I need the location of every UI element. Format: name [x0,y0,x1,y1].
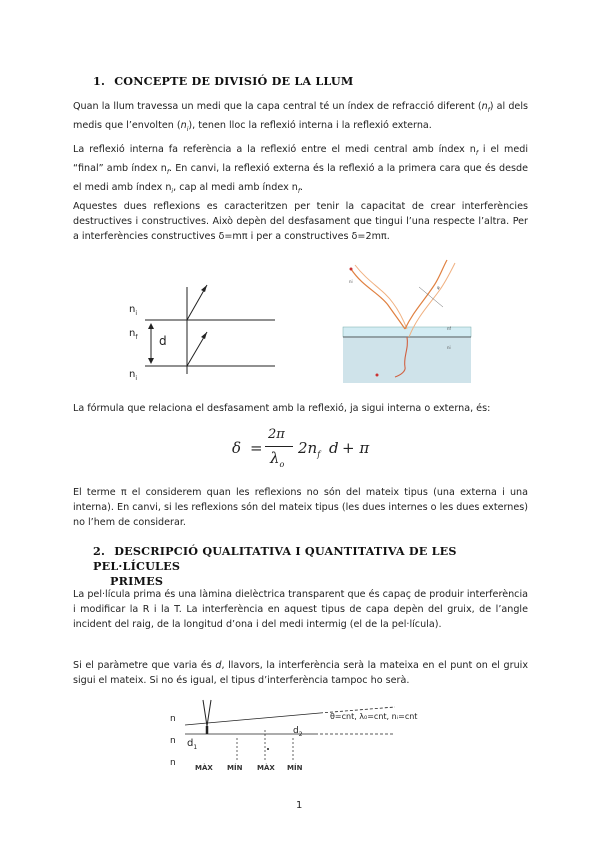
label-min-2: MÍN [287,764,303,772]
wedge-n2: n [170,736,176,746]
thin-film-diagram [125,282,285,382]
svg-text:φ: φ [437,285,440,290]
formula-denominator: $\lambda_o$ [270,449,285,469]
label-max-2: MÀX [257,764,275,772]
thickness-arrow-down [148,358,154,364]
label-min-1: MÍN [227,764,243,772]
page-number: 1 [296,800,303,811]
svg-text:nf: nf [447,326,451,331]
thickness-arrow-up [148,323,154,329]
svg-text:ni: ni [349,279,353,284]
wedge-d2: $d_2$ [293,726,303,738]
phase-formula [232,427,382,467]
fraction-bar [265,446,293,447]
label-n-top: $n_i$ [129,304,138,317]
paragraph-reflections: La reflexió interna fa referència a la reflexió entre el medi central amb índex $n_f$ i el medi “final” amb índex $n_f$. En canvi, la reflexió externa és la reflexió a la primera cara que és desde el medi amb índex $n_i$, cap al medi amb índex $n_f$. [73,144,529,196]
film-reflection-illustration [343,257,471,383]
formula-plus-pi: + π [342,439,370,457]
illustration-svg [343,257,471,383]
paragraph-intro: Quan la llum travessa un medi que la capa central té un índex de refracció diferent $(n_f)$ al dels medis que l’envolten $(n_i)$, tenen lloc la reflexió interna i la reflexió externa. [73,101,528,134]
wedge-d1: $d_1$ [187,738,198,751]
formula-equals: = [250,439,263,457]
wedge-conditions: θ=cnt, λ₀=cnt, nᵢ=cnt [330,712,418,721]
paragraph-interference: Aquestes dues reflexions es caracteritzen per tenir la capacitat de crear interferències destructives i constructives. Això depèn del desfasament que tingui l’una respecte l’altra. Per a interferències constructives δ=mπ i per a constructives δ=2mπ. [73,201,528,243]
section-title: CONCEPTE DE DIVISIÓ DE LA LLUM [114,74,354,88]
section-2-heading: 2. DESCRIPCIÓ QUALITATIVA I QUANTITATIVA DE LES PEL·LÍCULES PRIMES [93,544,457,588]
wedge-n1: n [170,714,176,724]
label-n-mid: $n_f$ [129,328,138,341]
arrow-head-bottom [201,332,207,339]
arrow-head-top [201,285,207,292]
label-n-bot: $n_i$ [129,369,138,382]
wedge-n3: n [170,758,176,768]
paragraph-thin-film: La pel·lícula prima és una làmina dielèctrica transparent que és capaç de produir interferència i modificar la R i la T. La interferència en aquest tipus de capa depèn del gruix, de l’angle incident del raig, de la longitud d’ona i del medi intermig (el de la pel·lícula). [73,589,528,631]
paragraph-pi-term: El terme π el considerem quan les reflexions no són del mateix tipus (una externa i una interna). En canvi, si les reflexions són del mateix tipus (les dues internes o les dues externes) no l’hem de considerar. [73,487,528,529]
paragraph-thickness: Si el paràmetre que varia és d, llavors, la interferència serà la mateixa en el punt on el gruix sigui el mateix. Si no és igual, el tipus d’interferència tampoc ho serà. [73,660,528,687]
section-1-heading [93,74,353,88]
formula-body: $2n_f$ [298,439,321,459]
svg-text:ni: ni [447,345,451,350]
wedge-diagram [165,700,545,785]
label-d: d [159,334,167,348]
formula-numerator: 2π [268,427,285,442]
section-number: 1. [93,74,106,88]
formula-delta: δ [232,439,242,457]
formula-d: d [329,439,339,457]
thin-film-svg [125,282,285,382]
paragraph-formula-intro: La fórmula que relaciona el desfasament amb la reflexió, ja sigui interna o externa, és: [73,403,491,414]
label-max-1: MÀX [195,764,213,772]
